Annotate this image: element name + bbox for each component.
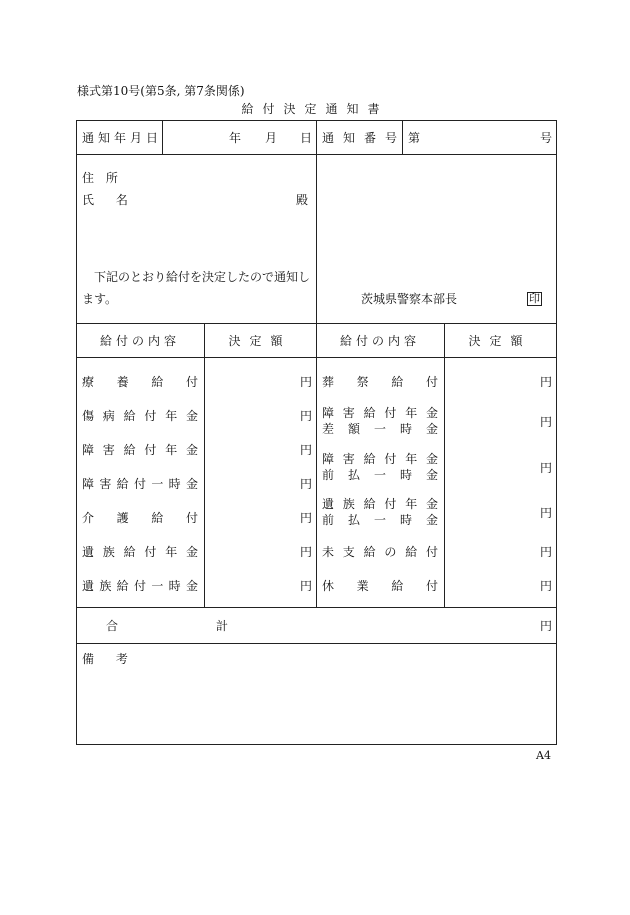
left-item-label: 傷病給付年金 — [82, 409, 198, 423]
yen-unit: 円 — [540, 506, 553, 520]
right-item-label: 障害給付年金 — [322, 452, 438, 466]
left-item-label: 療養給付 — [82, 375, 198, 389]
form-number: 様式第10号(第5条, 第7条関係) — [77, 84, 245, 98]
yen-unit: 円 — [540, 579, 553, 593]
yen-unit: 円 — [300, 511, 313, 525]
month-unit: 月 — [265, 131, 278, 145]
honorific: 殿 — [296, 193, 309, 207]
number-prefix: 第 — [408, 131, 421, 145]
name-label: 氏 名 — [82, 193, 137, 207]
yen-unit: 円 — [540, 375, 553, 389]
form-title: 給付決定通知書 — [241, 102, 389, 116]
message-line-2: ます。 — [82, 292, 118, 306]
left-item-label: 障害給付一時金 — [82, 477, 198, 491]
notice-date-label: 通知年月日 — [82, 131, 163, 145]
left-item-label: 遺族給付年金 — [82, 545, 198, 559]
paper-size: A4 — [536, 749, 551, 762]
right-item-label: 障害給付年金 — [322, 406, 438, 420]
yen-unit: 円 — [300, 409, 313, 423]
yen-unit: 円 — [300, 477, 313, 491]
day-unit: 日 — [300, 131, 313, 145]
right-item-sublabel: 前払一時金 — [322, 468, 438, 482]
right-item-label: 葬祭給付 — [322, 375, 438, 389]
yen-unit: 円 — [540, 545, 553, 559]
col-amount-right: 決定額 — [468, 334, 532, 348]
yen-unit: 円 — [300, 375, 313, 389]
yen-unit: 円 — [540, 461, 553, 475]
issuer-name: 茨城県警察本部長 — [361, 292, 458, 306]
left-item-label: 介護給付 — [82, 511, 198, 525]
yen-unit: 円 — [300, 443, 313, 457]
col-content-left: 給付の内容 — [99, 334, 180, 348]
year-unit: 年 — [229, 131, 242, 145]
right-item-label: 未支給の給付 — [322, 545, 438, 559]
yen-unit: 円 — [540, 415, 553, 429]
yen-unit: 円 — [300, 579, 313, 593]
total-label-1: 合 — [106, 619, 119, 633]
remarks-label: 備 考 — [82, 652, 137, 666]
col-content-right: 給付の内容 — [339, 334, 420, 348]
number-suffix: 号 — [540, 131, 553, 145]
right-item-label: 休業給付 — [322, 579, 438, 593]
right-item-sublabel: 差額一時金 — [322, 422, 438, 436]
col-amount-left: 決定額 — [228, 334, 292, 348]
left-item-label: 遺族給付一時金 — [82, 579, 198, 593]
message-line-1: 下記のとおり給付を決定したので通知し — [94, 270, 311, 284]
notice-number-label: 通知番号 — [322, 131, 407, 145]
right-item-label: 遺族給付年金 — [322, 497, 438, 511]
seal-mark: 印 — [529, 292, 540, 305]
address-label: 住 所 — [82, 171, 122, 185]
total-yen-unit: 円 — [540, 619, 553, 633]
right-item-sublabel: 前払一時金 — [322, 513, 438, 527]
total-label-2: 計 — [216, 619, 229, 633]
left-item-label: 障害給付年金 — [82, 443, 198, 457]
yen-unit: 円 — [300, 545, 313, 559]
